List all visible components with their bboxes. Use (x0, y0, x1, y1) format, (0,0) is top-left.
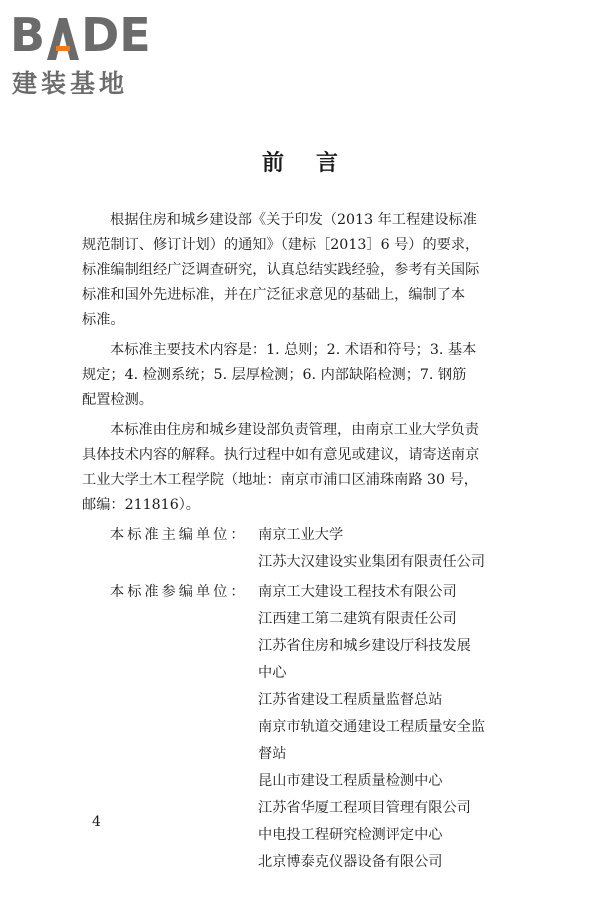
logo-subtitle: 建装基地 (12, 69, 129, 98)
paragraph-management (82, 418, 502, 518)
text-line: 具体技术内容的解释。执行过程中如有意见或建议，请寄送南京 (82, 447, 480, 463)
text-line: 本标准由住房和城乡建设部负责管理，由南京工业大学负责 (110, 422, 479, 438)
unit-item: 北京博泰克仪器设备有限公司 (258, 854, 443, 870)
text-line: 规定；4. 检测系统；5. 层厚检测；6. 内部缺陷检测；7. 钢筋 (82, 367, 467, 383)
participating-units (82, 580, 502, 877)
logo-letter-a (45, 10, 81, 60)
logo-letter-b: B (10, 8, 46, 62)
participating-units-list (258, 580, 502, 877)
text-line: 根据住房和城乡建设部《关于印发（2013 年工程建设标准 (110, 212, 477, 228)
logo-wordmark (10, 6, 151, 60)
text-line: 邮编：211816）。 (82, 497, 200, 513)
unit-item: 江苏省住房和城乡建设厅科技发展 (258, 638, 471, 654)
title-char-2: 言 (316, 150, 339, 176)
text-line: 工业大学土木工程学院（地址：南京市浦口区浦珠南路 30 号， (82, 472, 478, 488)
unit-item: 中心 (258, 665, 287, 681)
bade-logo (10, 6, 180, 96)
unit-item: 中电投工程研究检测评定中心 (258, 827, 443, 843)
paragraph-contents (82, 338, 502, 413)
chief-units-label: 本标准主编单位： (110, 527, 248, 543)
logo-a-icon (45, 16, 81, 60)
unit-item: 江西建工第二建筑有限责任公司 (258, 611, 457, 627)
text-line: 标准编制组经广泛调查研究，认真总结实践经验，参考有关国际 (82, 262, 480, 278)
unit-item: 江苏省华厦工程项目管理有限公司 (258, 800, 471, 816)
text-line: 规范制订、修订计划）的通知》（建标［2013］6 号）的要求， (82, 237, 480, 253)
page-number: 4 (92, 814, 101, 830)
text-line: 标准。 (82, 312, 125, 328)
unit-item: 南京工大建设工程技术有限公司 (258, 584, 457, 600)
chief-units-list (258, 523, 502, 577)
unit-item: 江苏省建设工程质量监督总站 (258, 692, 443, 708)
page-title (0, 146, 600, 177)
paragraph-intro (82, 208, 502, 333)
unit-item: 昆山市建设工程质量检测中心 (258, 773, 443, 789)
unit-item: 南京市轨道交通建设工程质量安全监 (258, 719, 486, 735)
text-line: 本标准主要技术内容是：1. 总则；2. 术语和符号；3. 基本 (110, 342, 477, 358)
text-line: 标准和国外先进标准，并在广泛征求意见的基础上，编制了本 (82, 287, 466, 303)
logo-letter-de: DE (81, 8, 151, 62)
chief-units (82, 523, 502, 577)
preface-body (82, 208, 502, 877)
unit-item: 督站 (258, 746, 287, 762)
unit-item: 南京工业大学 (258, 527, 344, 543)
title-char-1: 前 (261, 150, 284, 176)
text-line: 配置检测。 (82, 392, 153, 408)
unit-item: 江苏大汉建设实业集团有限责任公司 (258, 554, 486, 570)
participating-units-label: 本标准参编单位： (110, 584, 248, 600)
